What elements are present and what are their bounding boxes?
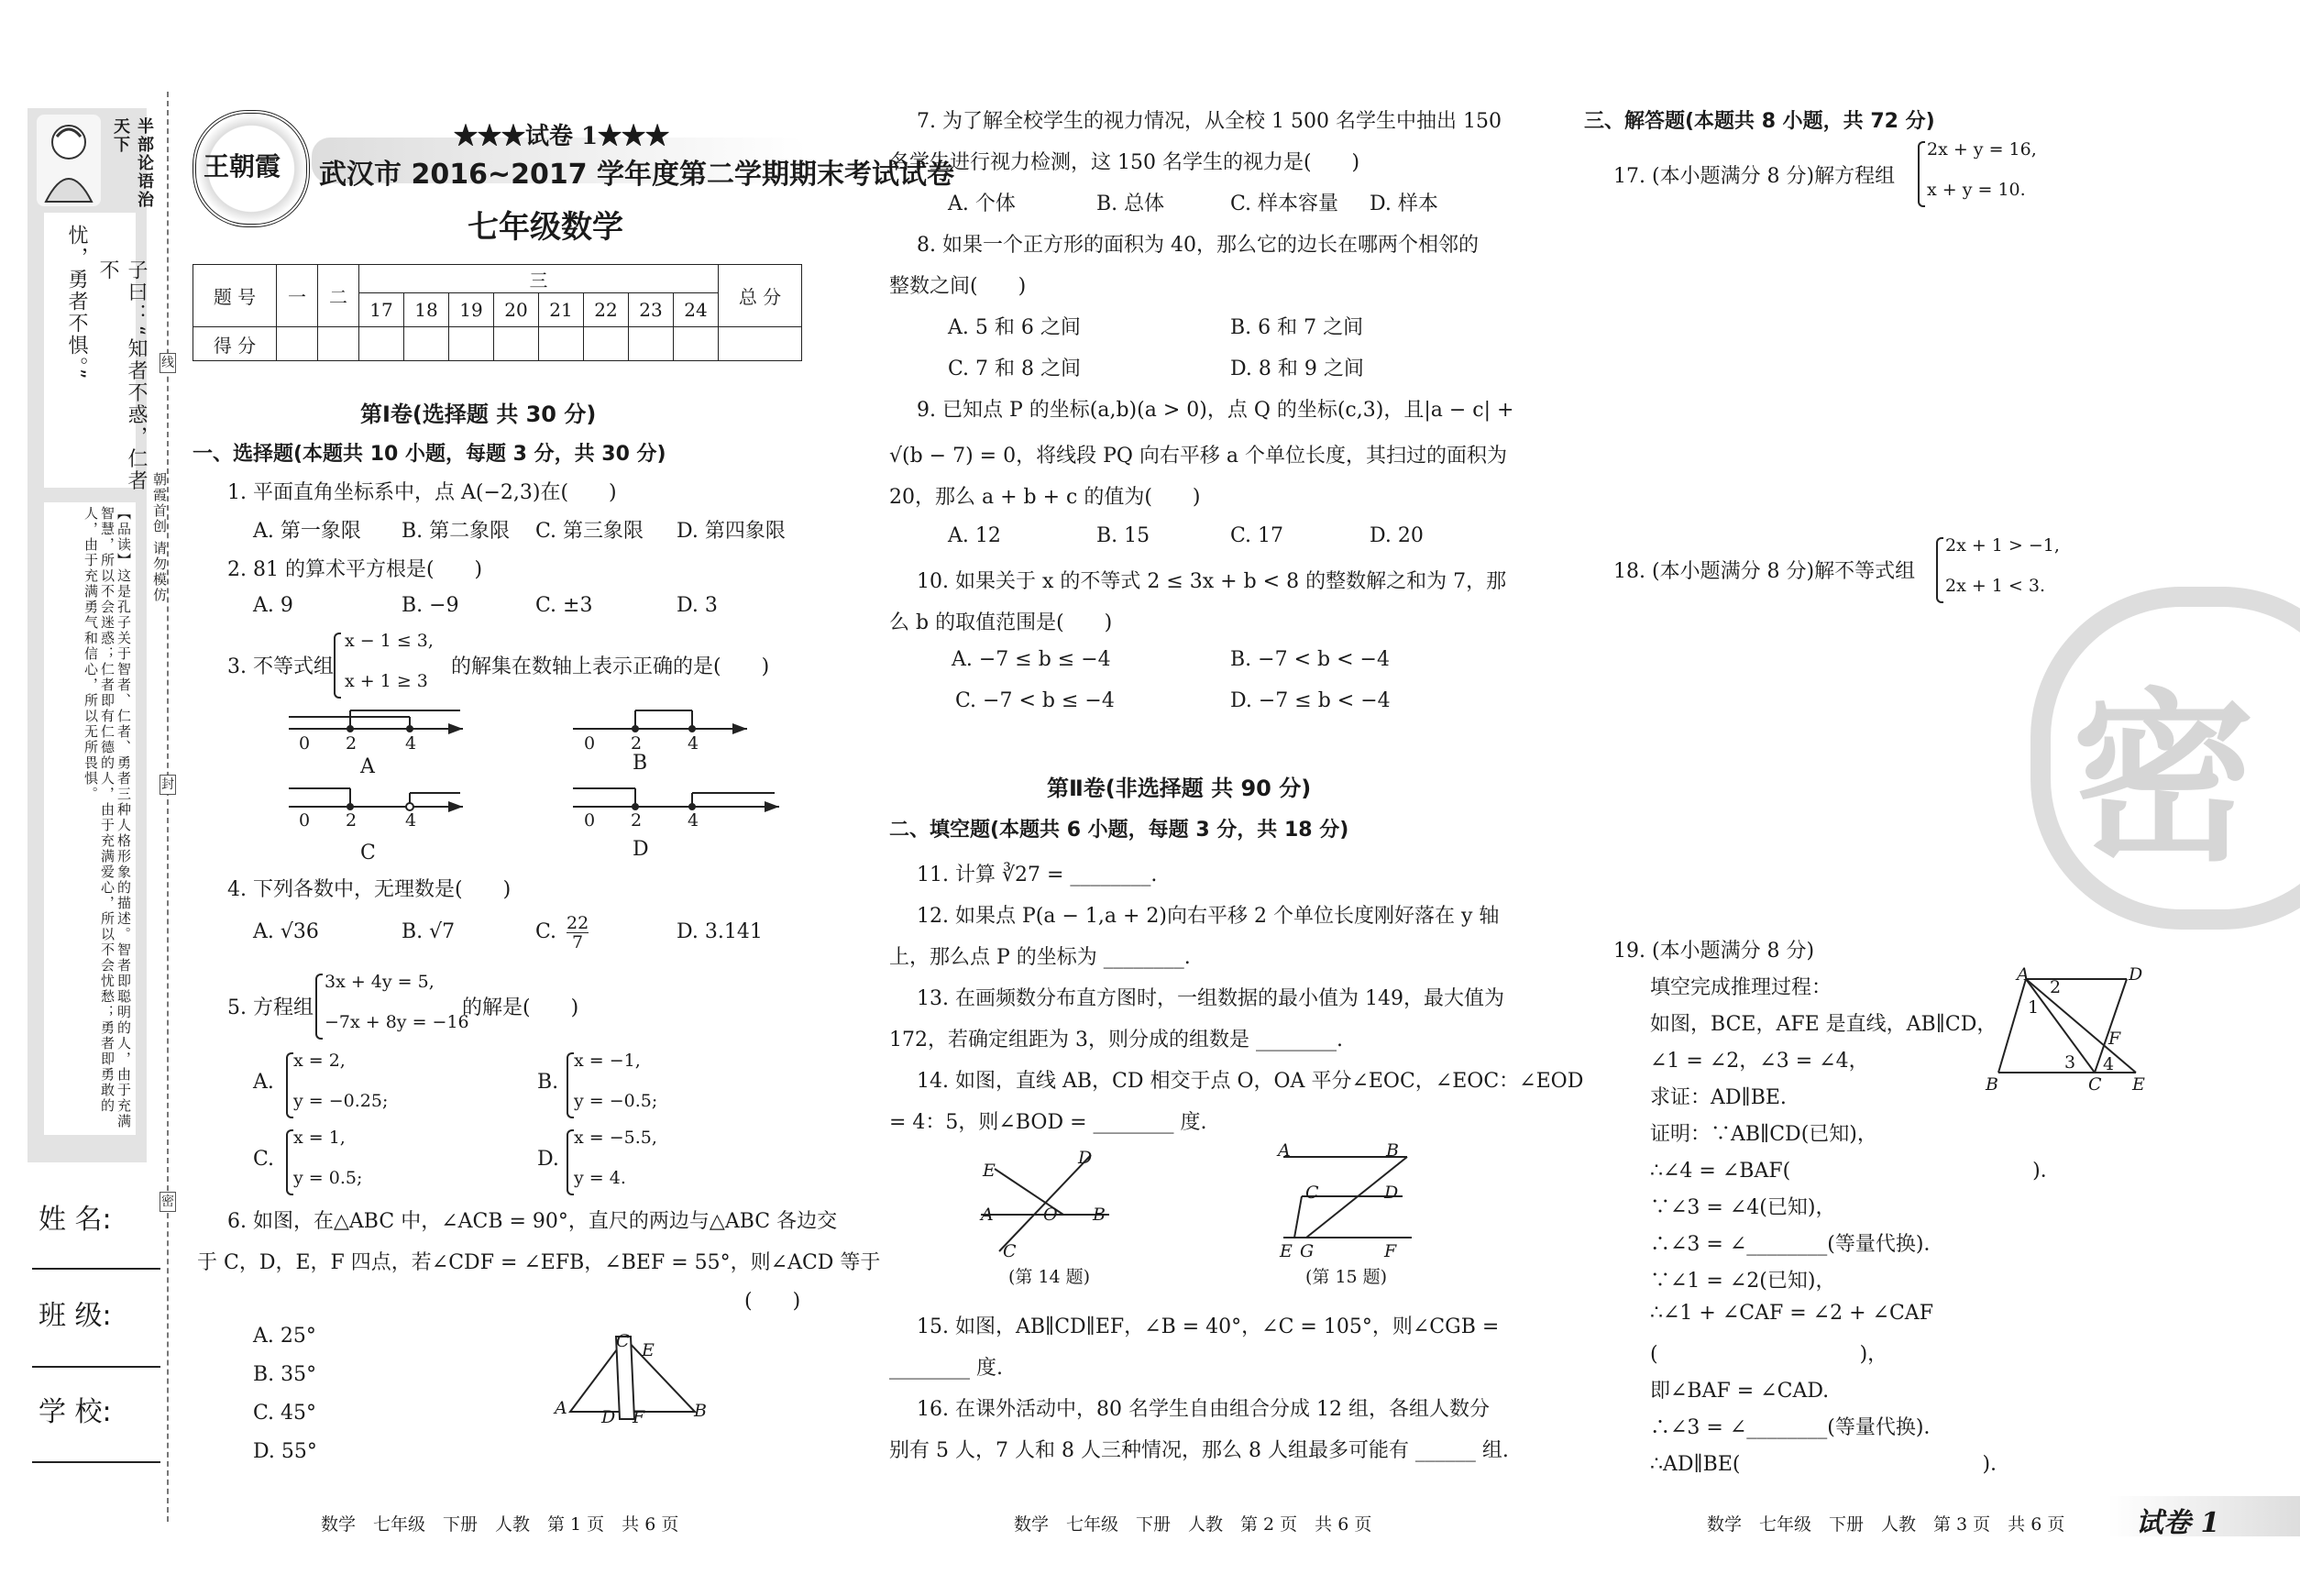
tick-label: 0 [299, 810, 311, 831]
q5-c-brace [286, 1129, 293, 1195]
q2-stem: 2. 81 的算术平方根是( ) [227, 558, 483, 581]
q9-line3: 20，那么 a + b + c 的值为( ) [889, 486, 1201, 509]
q5-stem-post: 的解是( ) [462, 996, 579, 1019]
q16-line1: 16. 在课外活动中，80 名学生自由组合分成 12 组，各组人数分 [917, 1398, 1490, 1421]
fig-label: D [2129, 964, 2143, 985]
q7-option-d: D. 样本 [1370, 193, 1438, 215]
q5-stem-pre: 5. 方程组 [227, 996, 314, 1019]
score-cell[interactable] [719, 327, 802, 361]
q5-b-x: x = −1, [574, 1051, 641, 1071]
q3-label-a: A [360, 755, 375, 778]
q3-label-b: B [633, 752, 648, 775]
q19-line: 如图，BCE，AFE 是直线，AB∥CD， [1650, 1013, 1997, 1036]
q5-a-label: A. [253, 1071, 274, 1094]
page3-footer: 数学 七年级 下册 人教 第 3 页 共 6 页 [1707, 1514, 2065, 1535]
q5-sys2: −7x + 8y = −16 [325, 1012, 469, 1032]
q3-sys2: x + 1 ≥ 3 [345, 671, 428, 691]
row-label-score: 得 分 [193, 327, 277, 361]
q2-option-d: D. 3 [677, 594, 718, 617]
subject-title: 七年级数学 [468, 209, 623, 246]
fig-label: 1 [2028, 997, 2040, 1018]
class-field[interactable] [32, 1366, 160, 1368]
q5-b-label: B. [537, 1071, 559, 1094]
subcol: 19 [449, 293, 494, 327]
name-label: 姓 名: [39, 1204, 112, 1236]
q17-brace [1918, 141, 1925, 207]
q5-d-y: y = 4. [574, 1168, 626, 1188]
q3-sys1: x − 1 ≤ 3, [345, 631, 434, 651]
score-cell[interactable] [629, 327, 674, 361]
school-field[interactable] [32, 1461, 160, 1463]
q18-sys1: 2x + 1 > −1, [1945, 535, 2060, 556]
q17-stem: 17. (本小题满分 8 分)解方程组 [1613, 165, 1896, 188]
q3-stem-post: 的解集在数轴上表示正确的是( ) [451, 655, 770, 678]
numberline-b [573, 710, 747, 732]
fig-label: 2 [2050, 977, 2062, 997]
part2-title: 第Ⅱ卷(非选择题 共 90 分) [1047, 776, 1312, 801]
seal-char-mi: 密 [160, 1192, 176, 1212]
q4-option-a: A. √36 [253, 920, 319, 943]
q12-line2: 上，那么点 P 的坐标为 ________. [889, 946, 1191, 969]
score-cell[interactable] [277, 327, 318, 361]
fig-label: E [1280, 1241, 1293, 1261]
score-cell[interactable] [494, 327, 539, 361]
subcol: 17 [359, 293, 404, 327]
q6-answer-paren: ( ) [744, 1290, 801, 1313]
q1-option-b: B. 第二象限 [402, 520, 511, 543]
score-cell[interactable] [359, 327, 404, 361]
score-cell[interactable] [449, 327, 494, 361]
numerator: 22 [567, 913, 589, 933]
q6-line2: 于 C，D，E，F 四点，若∠CDF = ∠EFB，∠BEF = 55°，则∠ACD 等于 [197, 1251, 881, 1274]
fig-label: E [2132, 1074, 2145, 1095]
q7-line1: 7. 为了解全校学生的视力情况，从全校 1 500 名学生中抽出 150 [917, 110, 1502, 133]
q1-option-a: A. 第一象限 [253, 520, 361, 543]
q7-option-b: B. 总体 [1096, 193, 1165, 215]
q1-option-d: D. 第四象限 [677, 520, 786, 543]
fig-label: A [1278, 1140, 1291, 1161]
q1-stem: 1. 平面直角坐标系中，点 A(−2,3)在( ) [227, 481, 617, 504]
q8-option-c: C. 7 和 8 之间 [948, 358, 1082, 380]
q5-c-label: C. [253, 1148, 275, 1171]
q5-d-label: D. [537, 1148, 559, 1171]
q14-line2: = 4：5，则∠BOD = ________ 度. [889, 1111, 1207, 1134]
q18-brace [1936, 537, 1943, 603]
q3-brace [334, 633, 341, 699]
fig-label: D [1078, 1148, 1093, 1168]
q17-sys2: x + y = 10. [1927, 180, 2026, 200]
numberline-d [573, 788, 779, 810]
q19-line: ∴∠3 = ∠________(等量代换)． [1650, 1233, 1944, 1256]
fig-label: C [616, 1331, 630, 1351]
subcol: 21 [539, 293, 584, 327]
q8-option-a: A. 5 和 6 之间 [948, 316, 1081, 339]
q14-line1: 14. 如图，直线 AB，CD 相交于点 O，OA 平分∠EOC，∠EOC：∠EOD [917, 1070, 1584, 1093]
q4-option-c-fraction [567, 914, 589, 952]
subcol: 23 [629, 293, 674, 327]
fig-label: D [1384, 1183, 1399, 1203]
tick-label: 2 [346, 733, 358, 754]
q10-line2: 么 b 的取值范围是( ) [889, 611, 1113, 634]
q15-line2: ________ 度. [889, 1357, 1003, 1380]
tick-label: 2 [346, 810, 358, 831]
fig-label: A [555, 1398, 567, 1418]
q9-option-a: A. 12 [948, 524, 1001, 547]
row-label-number: 题 号 [193, 265, 277, 327]
col-two: 二 [318, 265, 359, 327]
q8-line1: 8. 如果一个正方形的面积为 40，那么它的边长在哪两个相邻的 [917, 234, 1479, 257]
q6-line1: 6. 如图，在△ABC 中，∠ACB = 90°，直尺的两边与△ABC 各边交 [227, 1210, 838, 1233]
tick-label: 2 [631, 733, 643, 754]
page1-footer: 数学 七年级 下册 人教 第 1 页 共 6 页 [321, 1514, 679, 1535]
subcol: 22 [584, 293, 629, 327]
paper-label: ★★★试卷 1★★★ [454, 123, 670, 150]
q1-option-c: C. 第三象限 [535, 520, 644, 543]
q3-label-c: C [360, 842, 376, 864]
q5-sys1: 3x + 4y = 5, [325, 972, 435, 992]
q11-text: 11. 计算 ∛27 = ________. [917, 864, 1158, 886]
subcol: 18 [404, 293, 449, 327]
fig-label: B [1986, 1074, 1998, 1095]
copyright-note: 朝霞首创 请勿模仿 [151, 472, 168, 603]
tick-label: 4 [688, 733, 699, 754]
q15-caption: (第 15 题) [1305, 1267, 1388, 1287]
seal-watermark: 密 [2072, 673, 2256, 886]
fig-label: 3 [2064, 1052, 2076, 1073]
seal-char-feng: 封 [160, 775, 176, 795]
q5-b-brace [567, 1052, 574, 1118]
q9-option-b: B. 15 [1096, 524, 1150, 547]
corner-label: 试卷 1 [2136, 1507, 2220, 1539]
confucius-illustration [37, 115, 101, 206]
q19-line: ∴∠1 + ∠CAF = ∠2 + ∠CAF [1650, 1302, 1933, 1325]
tick-label: 0 [299, 733, 311, 754]
q19-line: 证明：∵AB∥CD(已知)， [1650, 1123, 1877, 1146]
school-label: 学 校: [39, 1396, 112, 1428]
brand-logo-text: 王朝霞 [204, 151, 281, 182]
score-cell[interactable] [539, 327, 584, 361]
q9-option-c: C. 17 [1230, 524, 1284, 547]
numberline-a [289, 710, 463, 732]
q14-caption: (第 14 题) [1008, 1267, 1091, 1287]
score-cell[interactable] [318, 327, 359, 361]
q15-figure [1274, 1146, 1430, 1256]
part1-title: 第Ⅰ卷(选择题 共 30 分) [360, 402, 597, 427]
q6-option-d: D. 55° [253, 1440, 317, 1463]
q4-option-c-prefix: C. [535, 920, 557, 943]
binding-cut-line [167, 92, 169, 1522]
tick-label: 0 [584, 810, 596, 831]
q19-line: ∴AD∥BE( )． [1650, 1453, 2011, 1476]
q12-line1: 12. 如果点 P(a − 1,a + 2)向右平移 2 个单位长度刚好落在 y 轴 [917, 905, 1500, 928]
q3-label-d: D [633, 838, 649, 861]
q9-option-d: D. 20 [1370, 524, 1424, 547]
score-cell[interactable] [674, 327, 719, 361]
q10-option-c: C. −7 < b ≤ −4 [955, 689, 1115, 712]
class-label: 班 级: [39, 1300, 112, 1332]
quote-line2: 忧，勇者不惧。” [65, 225, 88, 381]
q16-line2: 别有 5 人，7 人和 8 人三种情况，那么 8 人组最多可能有 ______ 组. [889, 1439, 1509, 1462]
fig-label: O [1043, 1205, 1058, 1225]
page2-footer: 数学 七年级 下册 人教 第 2 页 共 6 页 [1014, 1514, 1372, 1535]
fig-label: F [2108, 1029, 2121, 1049]
q19-line: ∴∠3 = ∠________(等量代换)． [1650, 1416, 1944, 1439]
section2-heading: 二、填空题(本题共 6 小题，每题 3 分，共 18 分) [889, 819, 1349, 842]
q8-option-d: D. 8 和 9 之间 [1230, 358, 1364, 380]
q5-c-y: y = 0.5; [293, 1168, 363, 1188]
score-cell[interactable] [404, 327, 449, 361]
q17-sys1: 2x + y = 16, [1927, 139, 2037, 160]
q19-line: ∵∠3 = ∠4(已知)， [1650, 1196, 1836, 1219]
fig-label: F [1384, 1241, 1397, 1261]
col-one: 一 [277, 265, 318, 327]
q10-option-b: B. −7 < b < −4 [1230, 648, 1390, 671]
q19-line: ( )， [1650, 1343, 1888, 1366]
section3-heading: 三、解答题(本题共 8 小题，共 72 分) [1584, 110, 1935, 133]
q5-c-x: x = 1, [293, 1128, 346, 1148]
q4-option-b: B. √7 [402, 920, 456, 943]
q15-line1: 15. 如图，AB∥CD∥EF，∠B = 40°，∠C = 105°，则∠CGB = [917, 1315, 1500, 1338]
fig-label: E [642, 1340, 655, 1360]
motto-title: 半部论语治天下 [111, 117, 154, 209]
q2-option-b: B. −9 [402, 594, 459, 617]
fig-label: C [2088, 1074, 2102, 1095]
q19-line: ∠1 = ∠2，∠3 = ∠4， [1650, 1050, 1869, 1073]
q8-option-b: B. 6 和 7 之间 [1230, 316, 1364, 339]
q6-option-c: C. 45° [253, 1402, 317, 1425]
fig-label: A [981, 1205, 994, 1225]
q13-line1: 13. 在画频数分布直方图时，一组数据的最小值为 149，最大值为 [917, 987, 1504, 1010]
fig-label: F [633, 1407, 645, 1427]
tick-label: 4 [405, 733, 417, 754]
tick-label: 0 [584, 733, 596, 754]
name-field[interactable] [32, 1268, 160, 1270]
subcol: 24 [674, 293, 719, 327]
q13-line2: 172，若确定组距为 3，则分成的组数是 ________. [889, 1029, 1343, 1051]
q19-line: 求证：AD∥BE. [1650, 1086, 1787, 1109]
numberline-c [289, 788, 463, 810]
fig-label: B [694, 1401, 707, 1421]
q5-d-x: x = −5.5, [574, 1128, 657, 1148]
q7-option-a: A. 个体 [948, 193, 1016, 215]
q19-line: 即∠BAF = ∠CAD. [1650, 1380, 1830, 1403]
fig-label: B [1386, 1140, 1399, 1161]
q7-option-c: C. 样本容量 [1230, 193, 1339, 215]
fig-label: 4 [2103, 1054, 2115, 1074]
q19-header: 19. (本小题满分 8 分) [1613, 940, 1815, 963]
denominator: 7 [567, 932, 589, 952]
q19-line: ∵∠1 = ∠2(已知)， [1650, 1270, 1836, 1293]
score-table [193, 264, 802, 361]
commentary-text: 【品读】这是孔子关于智者、仁者、勇者三种人格形象的描述。智者即聪明的人，由于充满智慧，所以不会迷惑；仁者即有仁德的人，由于充满爱心，所以不会忧愁；勇者即勇敢的人，由于充满勇气和信心，所以无所畏惧。 [83, 506, 132, 1129]
tick-label: 4 [688, 810, 699, 831]
fig-label: E [983, 1161, 996, 1181]
q4-stem: 4. 下列各数中，无理数是( ) [227, 878, 512, 901]
q19-line: 填空完成推理过程： [1650, 976, 1832, 999]
q9-line1: 9. 已知点 P 的坐标(a,b)(a > 0)，点 Q 的坐标(c,3)，且|a − c| + [917, 399, 1514, 422]
quote-line1: 子曰：“知者不惑，仁者不 [96, 259, 148, 492]
score-cell[interactable] [584, 327, 629, 361]
q7-line2: 名学生进行视力检测，这 150 名学生的视力是( ) [889, 151, 1360, 174]
section1-heading: 一、选择题(本题共 10 小题，每题 3 分，共 30 分) [193, 443, 666, 466]
tick-label: 2 [631, 810, 643, 831]
fig-label: A [2017, 964, 2030, 985]
fig-label: D [601, 1407, 616, 1427]
fig-label: C [1003, 1241, 1017, 1261]
q5-brace [315, 974, 323, 1040]
q10-line1: 10. 如果关于 x 的不等式 2 ≤ 3x + b < 8 的整数解之和为 7，那 [917, 570, 1507, 593]
q5-a-x: x = 2, [293, 1051, 346, 1071]
q18-sys2: 2x + 1 < 3. [1945, 576, 2046, 596]
q10-option-a: A. −7 ≤ b ≤ −4 [952, 648, 1111, 671]
q5-a-y: y = −0.25; [293, 1091, 389, 1111]
q2-option-c: C. ±3 [535, 594, 593, 617]
q8-line2: 整数之间( ) [889, 275, 1027, 298]
col-total: 总 分 [719, 265, 802, 327]
q5-b-y: y = −0.5; [574, 1091, 658, 1111]
exam-title: 武汉市 2016~2017 学年度第二学期期末考试试卷 [319, 159, 955, 191]
fig-label: G [1300, 1241, 1315, 1261]
fig-label: C [1305, 1183, 1319, 1203]
tick-label: 4 [405, 810, 417, 831]
q5-a-brace [286, 1052, 293, 1118]
q19-line: ∴∠4 = ∠BAF( )． [1650, 1160, 2061, 1183]
q10-option-d: D. −7 ≤ b < −4 [1230, 689, 1391, 712]
q2-option-a: A. 9 [253, 594, 293, 617]
subcol: 20 [494, 293, 539, 327]
q6-option-b: B. 35° [253, 1363, 317, 1386]
q9-line2: √(b − 7) = 0，将线段 PQ 向右平移 a 个单位长度，其扫过的面积为 [889, 445, 1508, 468]
q3-stem-pre: 3. 不等式组 [227, 655, 334, 678]
col-three: 三 [359, 265, 719, 293]
q5-d-brace [567, 1129, 574, 1195]
fig-label: B [1093, 1205, 1106, 1225]
q4-option-d: D. 3.141 [677, 920, 763, 943]
seal-char-xian: 线 [160, 353, 176, 373]
q6-option-a: A. 25° [253, 1325, 316, 1348]
q18-stem: 18. (本小题满分 8 分)解不等式组 [1613, 560, 1916, 583]
